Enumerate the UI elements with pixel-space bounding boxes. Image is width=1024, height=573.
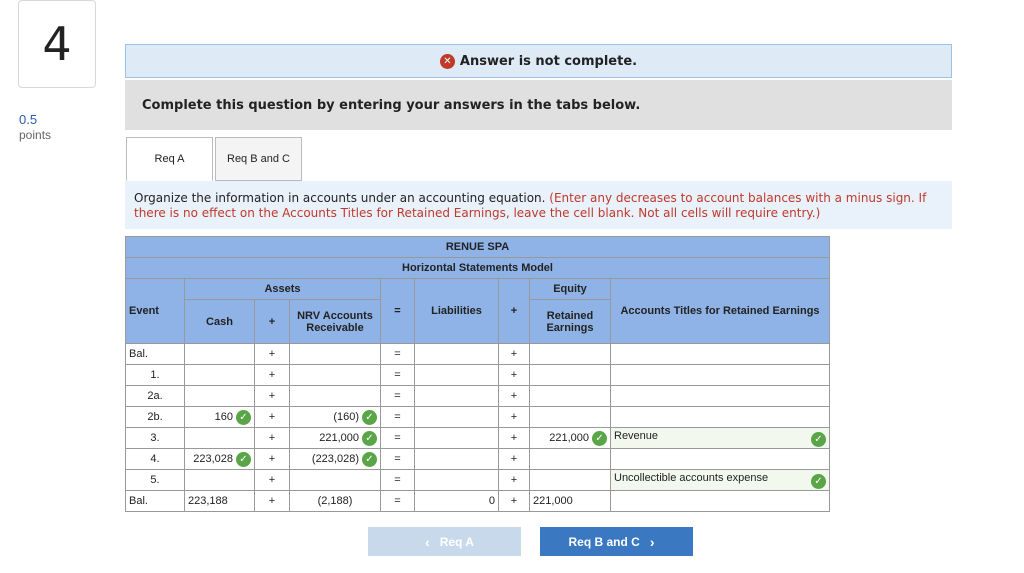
plus-sign: + [255,344,290,365]
retained-earnings-input-value: 221,000 [549,432,589,444]
assets-header: Assets [185,279,381,300]
table-row [126,428,830,449]
cash-header: Cash [185,300,255,344]
next-req-b-and-c-button[interactable] [540,527,693,556]
account-title-select[interactable] [611,344,830,365]
retained-earnings-input[interactable] [530,386,611,407]
check-icon: ✓ [362,431,377,446]
prev-req-a-button[interactable] [368,527,521,556]
tab-req-b-and-c[interactable]: Req B and C [215,137,302,181]
event-cell [126,470,185,491]
liabilities-input[interactable] [415,449,499,470]
check-icon: ✓ [592,431,607,446]
nrv-input-value: (223,028) [311,453,359,465]
cash-input[interactable] [185,428,255,449]
equals-sign: = [381,449,415,470]
event-cell-value: 2a. [147,390,163,403]
cash-input[interactable] [185,344,255,365]
account-title-select[interactable] [611,365,830,386]
account-title-select[interactable] [611,491,830,512]
directions-main: Organize the information in accounts under an accounting equation. [134,191,546,205]
account-title-select-value: Revenue [614,429,659,442]
event-cell-value: 4. [150,453,160,466]
chevron-right-icon: › [649,533,655,550]
plus-sign: + [255,365,290,386]
retained-earnings-input[interactable] [530,407,611,428]
retained-earnings-input-value: 221,000 [533,495,573,508]
event-cell-value: 3. [150,432,160,445]
check-icon: ✓ [236,410,251,425]
liabilities-input-value: 0 [488,495,495,508]
tab-req-a[interactable]: Req A [126,137,213,181]
account-title-select[interactable] [611,428,830,449]
equals-sign: = [381,407,415,428]
titles-header: Accounts Titles for Retained Earnings [611,279,830,344]
cash-input[interactable] [185,470,255,491]
plus-sign: + [499,344,530,365]
nrv-input[interactable] [290,491,381,512]
next-button-label: Req B and C [568,534,640,549]
liabilities-input[interactable] [415,491,499,512]
event-cell [126,365,185,386]
check-icon: ✓ [811,474,826,489]
cash-input[interactable] [185,449,255,470]
nrv-input-value: (160) [333,411,359,423]
question-number: 4 [18,0,96,88]
account-title-select[interactable] [611,470,830,491]
liabilities-input[interactable] [415,386,499,407]
horizontal-statements-model [125,236,830,512]
cash-input-value: 223,028 [193,453,233,465]
equals-sign: = [381,428,415,449]
retained-earnings-input[interactable] [530,344,611,365]
nrv-input[interactable] [290,344,381,365]
directions [125,181,952,229]
equals-sign: = [381,470,415,491]
assets-plus-header: + [255,300,290,344]
cash-input-value: 223,188 [188,495,228,508]
check-icon: ✓ [362,452,377,467]
cash-input[interactable] [185,407,255,428]
retained-earnings-input[interactable] [530,491,611,512]
instruction-bar: Complete this question by entering your answers in the tabs below. [125,80,952,130]
plus-sign: + [255,491,290,512]
event-cell-value: 2b. [147,411,163,424]
liabilities-input[interactable] [415,407,499,428]
points-label: points [19,128,52,142]
x-circle-icon: ✕ [440,54,455,69]
retained-earnings-input[interactable] [530,449,611,470]
plus-sign: + [499,365,530,386]
event-cell [126,449,185,470]
points-value: 0.5 [19,112,38,127]
plus-sign: + [255,470,290,491]
plus-sign: + [499,449,530,470]
plus-sign: + [499,428,530,449]
nrv-input[interactable] [290,470,381,491]
plus-sign: + [499,407,530,428]
account-title-select[interactable] [611,386,830,407]
plus-sign: + [255,449,290,470]
check-icon: ✓ [811,432,826,447]
table-row [126,407,830,428]
event-header: Event [126,279,185,344]
table-row [126,344,830,365]
event-cell [126,386,185,407]
table-row [126,470,830,491]
check-icon: ✓ [362,410,377,425]
nrv-input[interactable] [290,386,381,407]
table-row [126,386,830,407]
equals-sign: = [381,386,415,407]
liabilities-input[interactable] [415,428,499,449]
equity-header: Equity [530,279,611,300]
nrv-input[interactable] [290,449,381,470]
equals-sign: = [381,365,415,386]
liabilities-header: Liabilities [415,279,499,344]
account-title-select[interactable] [611,449,830,470]
cash-input[interactable] [185,365,255,386]
event-cell-value: Bal. [129,495,148,508]
plus-header: + [499,279,530,344]
event-cell [126,428,185,449]
chevron-left-icon: ‹ [425,533,430,550]
cash-input[interactable] [185,491,255,512]
event-cell-value: 1. [150,369,160,382]
liabilities-input[interactable] [415,344,499,365]
plus-sign: + [255,386,290,407]
event-cell [126,491,185,512]
plus-sign: + [255,428,290,449]
answer-status-text: Answer is not complete. [459,53,638,69]
plus-sign: + [499,470,530,491]
event-cell-value: Bal. [129,348,148,361]
cash-input[interactable] [185,386,255,407]
plus-sign: + [499,386,530,407]
check-icon: ✓ [236,452,251,467]
cash-input-value: 160 [214,411,233,423]
table-row [126,365,830,386]
event-cell-value: 5. [150,474,160,487]
nrv-input[interactable] [290,407,381,428]
retained-earnings-header: Retained Earnings [530,300,611,344]
plus-sign: + [499,491,530,512]
nrv-header: NRV Accounts Receivable [290,300,381,344]
plus-sign: + [255,407,290,428]
table-row [126,491,830,512]
liabilities-input[interactable] [415,470,499,491]
equals-sign: = [381,344,415,365]
retained-earnings-input[interactable] [530,470,611,491]
nrv-input-value: 221,000 [319,432,359,444]
equals-sign: = [381,491,415,512]
event-cell [126,407,185,428]
equals-header: = [381,279,415,344]
answer-status-banner [125,44,952,78]
nrv-input[interactable] [290,428,381,449]
prev-button-label: Req A [439,534,474,549]
account-title-select[interactable] [611,407,830,428]
retained-earnings-input[interactable] [530,365,611,386]
account-title-select-value: Uncollectible accounts expense [614,471,769,484]
model-title: Horizontal Statements Model [126,258,830,279]
event-cell [126,344,185,365]
nrv-input-value: (2,188) [317,495,353,508]
liabilities-input[interactable] [415,365,499,386]
nrv-input[interactable] [290,365,381,386]
table-row [126,449,830,470]
retained-earnings-input[interactable] [530,428,611,449]
directions-note: (Enter any decreases to account balances with a minus sign. If there is no effect on the Accounts Titles for Retained Earnings, leave the cell blank. Not all cells will require entry.) [134,191,927,220]
company-name: RENUE SPA [126,237,830,258]
